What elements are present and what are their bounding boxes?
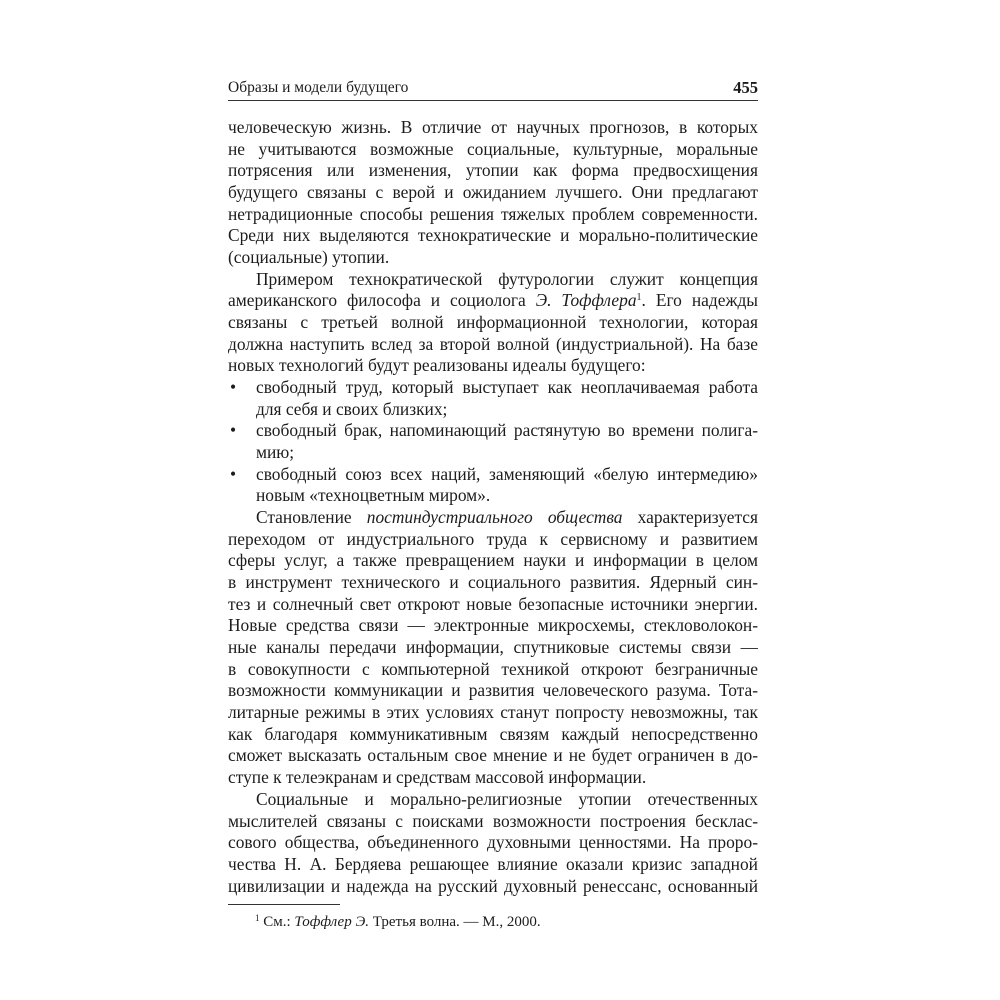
text-line: (социальные) утопии. bbox=[228, 247, 390, 268]
text-line: цивилизации и надежда на русский духовный ренессанс, основанный bbox=[228, 875, 758, 896]
text-line: Становление постиндустриального общества характеризуется bbox=[256, 507, 758, 528]
text-line: чества Н. А. Бердяева решающее влияние оказали кризис западной bbox=[228, 853, 758, 874]
text-line: человеческую жизнь. В отличие от научных прогнозов, в которых bbox=[228, 117, 758, 137]
text-line: тез и солнечный свет откроют новые безопасные источники энергии. bbox=[228, 593, 758, 614]
term-italic: постиндустриального общества bbox=[366, 507, 623, 528]
page-number: 455 bbox=[733, 78, 758, 97]
text-line: в инструмент технического и социального развития. Ядерный син- bbox=[228, 572, 758, 593]
bullet-item: • свободный брак, напоминающий растянутую во времени полига- bbox=[230, 420, 758, 441]
text-line: в совокупности с компьютерной техникой откроют безграничные bbox=[228, 658, 758, 679]
bullet-icon: • bbox=[230, 420, 237, 441]
text-line: переходом от индустриального труда к сервисному и развитием bbox=[228, 528, 758, 549]
text-line: Социальные и морально-религиозные утопии отечественных bbox=[256, 788, 758, 809]
text-line: должна наступить вслед за второй волной (индустриальной). На базе bbox=[228, 333, 758, 354]
text-line: для себя и своих близких; bbox=[256, 398, 448, 419]
text-line: сового общества, объединенного духовными ценностями. На проро- bbox=[228, 832, 758, 853]
text-line: связаны с третьей волной информационной технологии, которая bbox=[228, 312, 758, 333]
text-line: Новые средства связи — электронные микросхемы, стекловолокон- bbox=[228, 615, 758, 636]
author-name-italic: Э. Тоффлера bbox=[535, 290, 637, 311]
footnote-ref: 1 bbox=[636, 292, 642, 304]
text-line: будущего связаны с верой и ожиданием лучшего. Они предлагают bbox=[228, 182, 758, 203]
text-line: Примером технократической футурологии служит концепция bbox=[256, 268, 758, 289]
text-line: не учитываются возможные социальные, культурные, моральные bbox=[228, 138, 758, 159]
footnote-author: Тоффлер Э. bbox=[294, 914, 370, 930]
text-line: ные каналы передачи информации, спутниковые системы связи — bbox=[228, 637, 758, 658]
text-line: как благодаря коммуникативным связям каждый непосредственно bbox=[228, 723, 758, 744]
text-line: потрясения или изменения, утопии как форма предвосхищения bbox=[228, 160, 758, 181]
bullet-icon: • bbox=[230, 463, 237, 484]
running-header bbox=[228, 76, 758, 101]
text-line: новых технологий будут реализованы идеалы будущего: bbox=[228, 355, 646, 376]
footnote-divider bbox=[228, 904, 340, 905]
main-text bbox=[228, 117, 758, 897]
text-line: сможет высказать остальным свое мнение и не будет ограничен в до- bbox=[228, 745, 758, 766]
bullet-item: • свободный труд, который выступает как неоплачиваемая работа bbox=[230, 377, 758, 398]
text-line: нетрадиционные способы решения тяжелых проблем современности. bbox=[228, 203, 758, 224]
footnote: $^1$ См.: Тоффлер Э. Третья волна. — М., 2000. bbox=[255, 913, 541, 930]
bullet-icon: • bbox=[230, 377, 237, 398]
text-line: ступе к телеэкранам и средствам массовой информации. bbox=[228, 767, 647, 788]
text-line: мию; bbox=[256, 442, 295, 463]
text-line: возможности коммуникации и развития человеческого разума. Тота- bbox=[228, 680, 758, 701]
text-line: новым «техноцветным миром». bbox=[256, 485, 491, 506]
bullet-item: • свободный союз всех наций, заменяющий «белую интермедию» bbox=[230, 463, 758, 484]
text-line: сферы услуг, а также превращением науки и информации в целом bbox=[228, 550, 758, 571]
text-line: литарные режимы в этих условиях станут попросту невозможны, так bbox=[228, 702, 758, 723]
footnote-number: 1 bbox=[255, 913, 260, 923]
text-line: Среди них выделяются технократические и морально-политические bbox=[228, 225, 758, 246]
text-line: мыслителей связаны с поисками возможности построения бесклас- bbox=[228, 810, 758, 831]
text-line: американского философа и социолога Э. Тоффлера$^1$. Его надежды bbox=[228, 290, 758, 311]
running-title: Образы и модели будущего bbox=[228, 79, 409, 96]
